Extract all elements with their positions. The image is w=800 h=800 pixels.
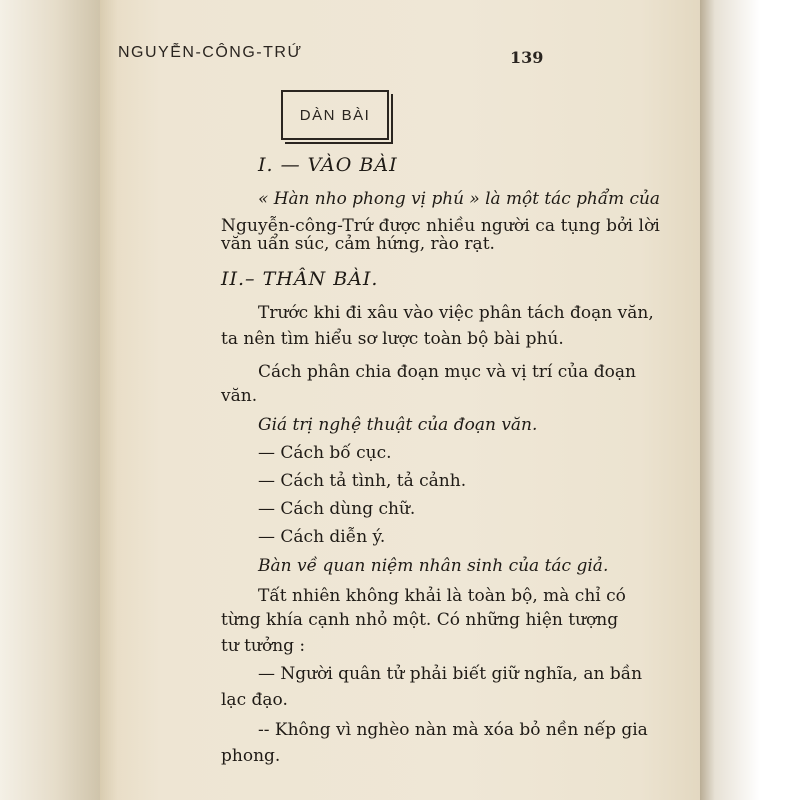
text-line: — Người quân tử phải biết giữ nghĩa, an bần	[258, 664, 643, 684]
text-line: lạc đạo.	[221, 690, 288, 710]
page-binding-left	[0, 0, 100, 800]
text-line: « Hàn nho phong vị phú » là một tác phẩm của	[258, 188, 660, 208]
bullet-line: — Cách bố cục.	[258, 443, 392, 463]
bullet-line: — Cách dùng chữ.	[258, 499, 416, 519]
page-number: 139	[510, 48, 544, 67]
text-line: phong.	[221, 746, 281, 766]
text-line: Bàn về quan niệm nhân sinh của tác giả.	[258, 556, 609, 576]
text-line: văn uẩn súc, cảm hứng, rào rạt.	[221, 234, 495, 254]
text-line: từng khía cạnh nhỏ một. Có những hiện tượng	[221, 610, 619, 630]
text-line: Cách phân chia đoạn mục và vị trí của đoạn	[258, 362, 636, 382]
text-line: Giá trị nghệ thuật của đoạn văn.	[258, 415, 538, 435]
page-edge-right	[700, 0, 800, 800]
text-line: -- Không vì nghèo nàn mà xóa bỏ nền nếp gia	[258, 720, 648, 740]
section-title-box	[281, 90, 389, 140]
text-line: Tất nhiên không khải là toàn bộ, mà chỉ có	[258, 586, 626, 606]
bullet-line: — Cách diễn ý.	[258, 527, 386, 547]
running-title: NGUYỄN-CÔNG-TRỨ	[118, 44, 303, 61]
text-line: ta nên tìm hiểu sơ lược toàn bộ bài phú.	[221, 329, 564, 349]
text-line: tư tưởng :	[221, 636, 306, 656]
section-title: DÀN BÀI	[299, 106, 371, 124]
text-line: Trước khi đi xâu vào việc phân tách đoạn văn,	[258, 303, 654, 323]
heading-body: II.– THÂN BÀI.	[221, 268, 379, 290]
heading-intro: I. — VÀO BÀI	[258, 154, 398, 176]
bullet-line: — Cách tả tình, tả cảnh.	[258, 471, 467, 491]
text-line: văn.	[221, 386, 258, 406]
text-line: Nguyễn-công-Trứ được nhiều người ca tụng bởi lời	[221, 216, 660, 236]
